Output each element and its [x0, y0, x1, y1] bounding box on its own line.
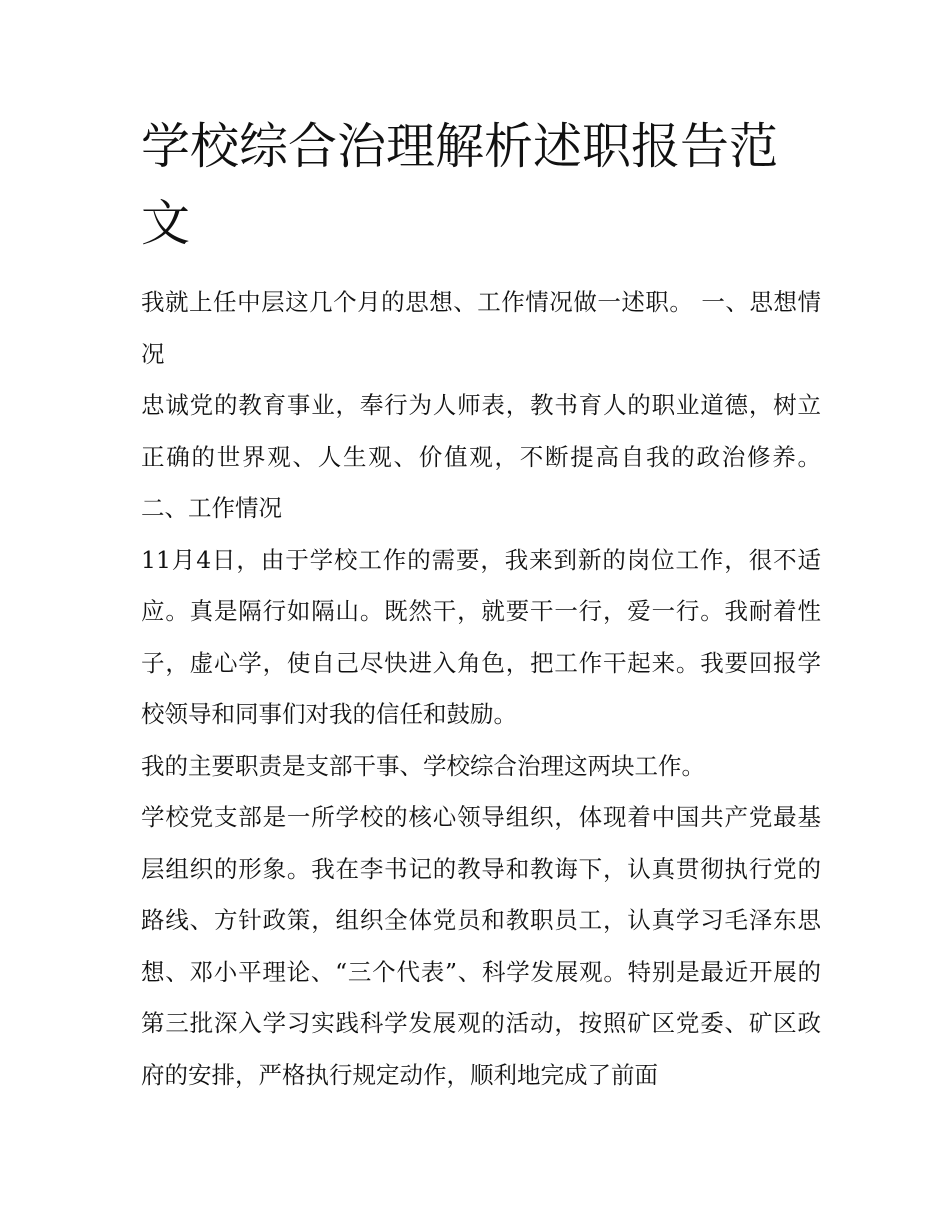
paragraph-4: 我的主要职责是支部干事、学校综合治理这两块工作。 [141, 751, 705, 780]
paragraph-5: 学校党支部是一所学校的核心领导组织，体现着中国共产党最基层组织的形象。我在李书记的教导和教诲下，认真贯彻执行党的路线、方针政策，组织全体党员和教职员工，认真学习毛泽东思想、邓小平理论、“三个代表”、科学发展观。特别是最近开展的第三批深入学习实践科学发展观的活动，按照矿区党委、矿区政府的安排，严格执行规定动作，顺利地完成了前面 [141, 803, 821, 1089]
document-title: 学校综合治理解析述职报告范文 [141, 118, 779, 252]
document-body [141, 108, 821, 1101]
paragraph-1: 我就上任中层这几个月的思想、工作情况做一述职。 一、思想情况 [141, 288, 821, 368]
paragraph-2: 忠诚党的教育事业，奉行为人师表，教书育人的职业道德，树立正确的世界观、人生观、价值观，不断提高自我的政治修养。 二、工作情况 [141, 391, 821, 522]
paragraph-3: 11月4日，由于学校工作的需要，我来到新的岗位工作，很不适应。真是隔行如隔山。既然干，就要干一行，爱一行。我耐着性子，虚心学，使自己尽快进入角色，把工作干起来。我要回报学校领导和同事们对我的信任和鼓励。 [141, 545, 821, 728]
